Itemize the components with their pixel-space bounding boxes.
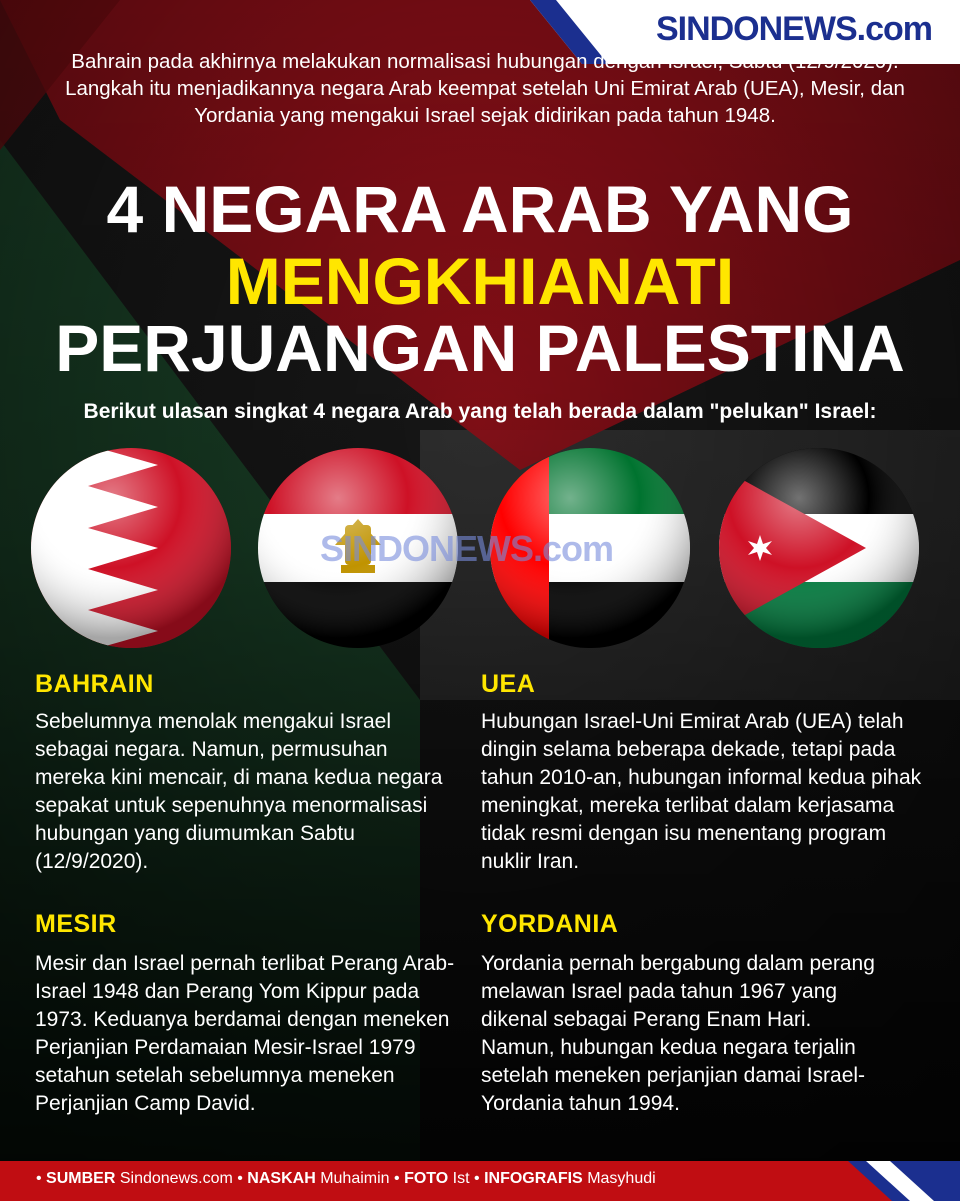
section-title-uea: UEA [481,670,536,698]
credit-naskah: Muhaimin [320,1170,390,1187]
subtitle: Berikut ulasan singkat 4 negara Arab yang telah berada dalam "pelukan" Israel: [83,400,877,423]
credit-label-foto: FOTO [404,1170,449,1187]
brand-logo: SINDONEWS.com [655,10,932,48]
section-title-yordania: YORDANIA [481,910,619,938]
section-title-mesir: MESIR [35,910,117,938]
jordan-flag-icon [716,445,922,651]
headline-line-1: 4 NEGARA ARAB YANG [106,172,854,246]
intro-paragraph: Bahrain pada akhirnya melakukan normalisasi hubungan dengan Israel, Sabtu (12/9/2020). Langkah itu menjadikannya negara Arab keempat setelah Uni Emirat Arab (UEA), Mesir, dan Yordania yang mengakui Israel sejak didirikan pada tahun 1948. [65,50,905,127]
headline-line-2: MENGKHIANATI [225,244,735,318]
section-title-bahrain: BAHRAIN [35,670,154,698]
credit-label-naskah: NASKAH [247,1170,316,1187]
credit-infografis: Masyhudi [587,1170,656,1187]
credits-text: • SUMBER Sindonews.com • NASKAH Muhaimin • FOTO Ist • INFOGRAFIS Masyhudi [36,1170,656,1187]
credit-foto: Ist [452,1170,470,1187]
credits-footer [0,1161,960,1201]
watermark: SINDONEWS.com [320,528,614,569]
credit-label-sumber: SUMBER [46,1170,116,1187]
section-body-mesir: Mesir dan Israel pernah terlibat Perang Arab-Israel 1948 dan Perang Yom Kippur pada 1973. Keduanya berdamai dengan meneken Perjanjian Perdamaian Mesir-Israel 1979 setahun setelah sebelumnya meneken Perjanjian Camp David. [35,952,455,1115]
credit-sumber: Sindonews.com [119,1170,233,1187]
section-body-bahrain: Sebelumnya menolak mengakui Israel sebagai negara. Namun, permusuhan mereka kini mencair, di mana kedua negara sepakat untuk sepenuhnya menormalisasi hubungan yang diumumkan Sabtu (12/9/2020). [35,710,443,873]
section-body-yordania: Yordania pernah bergabung dalam perang melawan Israel pada tahun 1967 yang dikenal sebagai Perang Enam Hari. Namun, hubungan kedua negara terjalin setelah meneken perjanjian damai Israel-Yordania tahun 1994. [481,952,875,1115]
headline-line-3: PERJUANGAN PALESTINA [55,311,905,385]
bahrain-flag-icon [28,445,234,651]
credit-label-infografis: INFOGRAFIS [484,1170,583,1187]
section-body-uea: Hubungan Israel-Uni Emirat Arab (UEA) telah dingin selama beberapa dekade, tetapi pada tahun 2010-an, hubungan informal kedua pihak meningkat, mereka terlibat dalam kerjasama tidak resmi dengan isu menentang program nuklir Iran. [481,710,922,873]
